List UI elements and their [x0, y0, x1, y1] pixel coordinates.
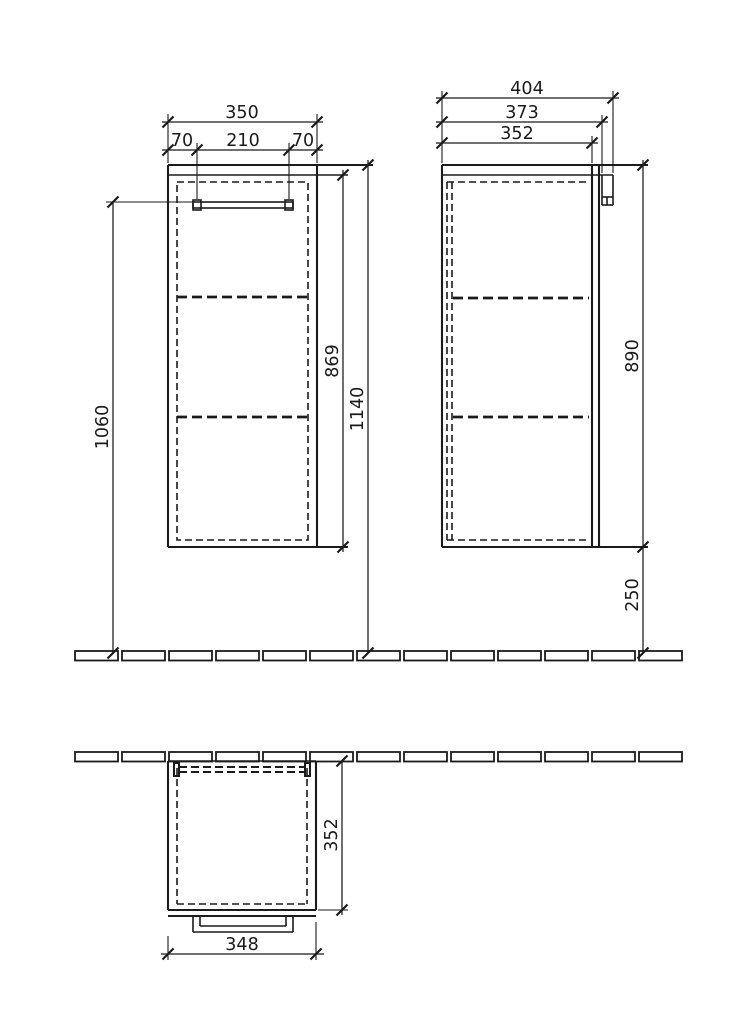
floor-tile	[451, 651, 494, 661]
floor-tile	[404, 651, 447, 661]
handle-bar	[193, 202, 293, 208]
dim-label-70-right: 70	[291, 131, 315, 151]
floor-tile	[639, 651, 682, 661]
dim-label-1060: 1060	[93, 404, 113, 450]
dim-side-cabinet-height	[623, 160, 649, 553]
floor-tile	[545, 752, 588, 762]
plan-view	[168, 761, 316, 932]
dim-label-348: 348	[225, 935, 259, 955]
floor-tile	[404, 752, 447, 762]
front-interior-hidden-outline	[177, 182, 308, 540]
dim-label-210: 210	[226, 131, 260, 151]
floor-tile	[639, 752, 682, 762]
dim-label-350: 350	[225, 103, 259, 123]
floor-tile	[75, 752, 118, 762]
dim-label-70-left: 70	[170, 131, 194, 151]
side-view	[442, 165, 648, 547]
front-handle	[193, 200, 293, 210]
floor-tile	[545, 651, 588, 661]
dim-label-352-top: 352	[500, 124, 534, 144]
floor-tile	[216, 752, 259, 762]
dim-label-1140: 1140	[348, 386, 368, 432]
floor-tile	[263, 752, 306, 762]
dim-label-352-plan: 352	[322, 818, 342, 852]
side-handle-profile	[602, 175, 613, 205]
floor-tile	[216, 651, 259, 661]
dim-side-body-depth	[436, 124, 598, 163]
floor-tile	[592, 651, 635, 661]
floor-tile	[169, 752, 212, 762]
floor-tile	[122, 651, 165, 661]
floor-tile	[310, 651, 353, 661]
dim-label-373: 373	[505, 103, 539, 123]
floor-tile	[357, 752, 400, 762]
dim-plan-width	[161, 922, 324, 960]
floor-tile	[122, 752, 165, 762]
dim-side-floor-clearance	[623, 547, 649, 659]
dim-front-cabinet-height	[323, 170, 349, 553]
floor-line-elevation	[75, 651, 682, 661]
plan-handle	[193, 916, 293, 932]
floor-tile	[169, 651, 212, 661]
dim-plan-depth	[318, 756, 348, 916]
dim-label-250: 250	[623, 578, 643, 612]
dim-front-overall-height	[348, 160, 374, 659]
floor-tile	[498, 752, 541, 762]
floor-tile	[451, 752, 494, 762]
floor-tile	[592, 752, 635, 762]
dim-label-890: 890	[623, 339, 643, 373]
dim-label-404: 404	[510, 79, 544, 99]
wall-line-plan	[75, 752, 682, 762]
floor-tile	[263, 651, 306, 661]
floor-tile	[498, 651, 541, 661]
dim-label-869: 869	[323, 344, 343, 378]
